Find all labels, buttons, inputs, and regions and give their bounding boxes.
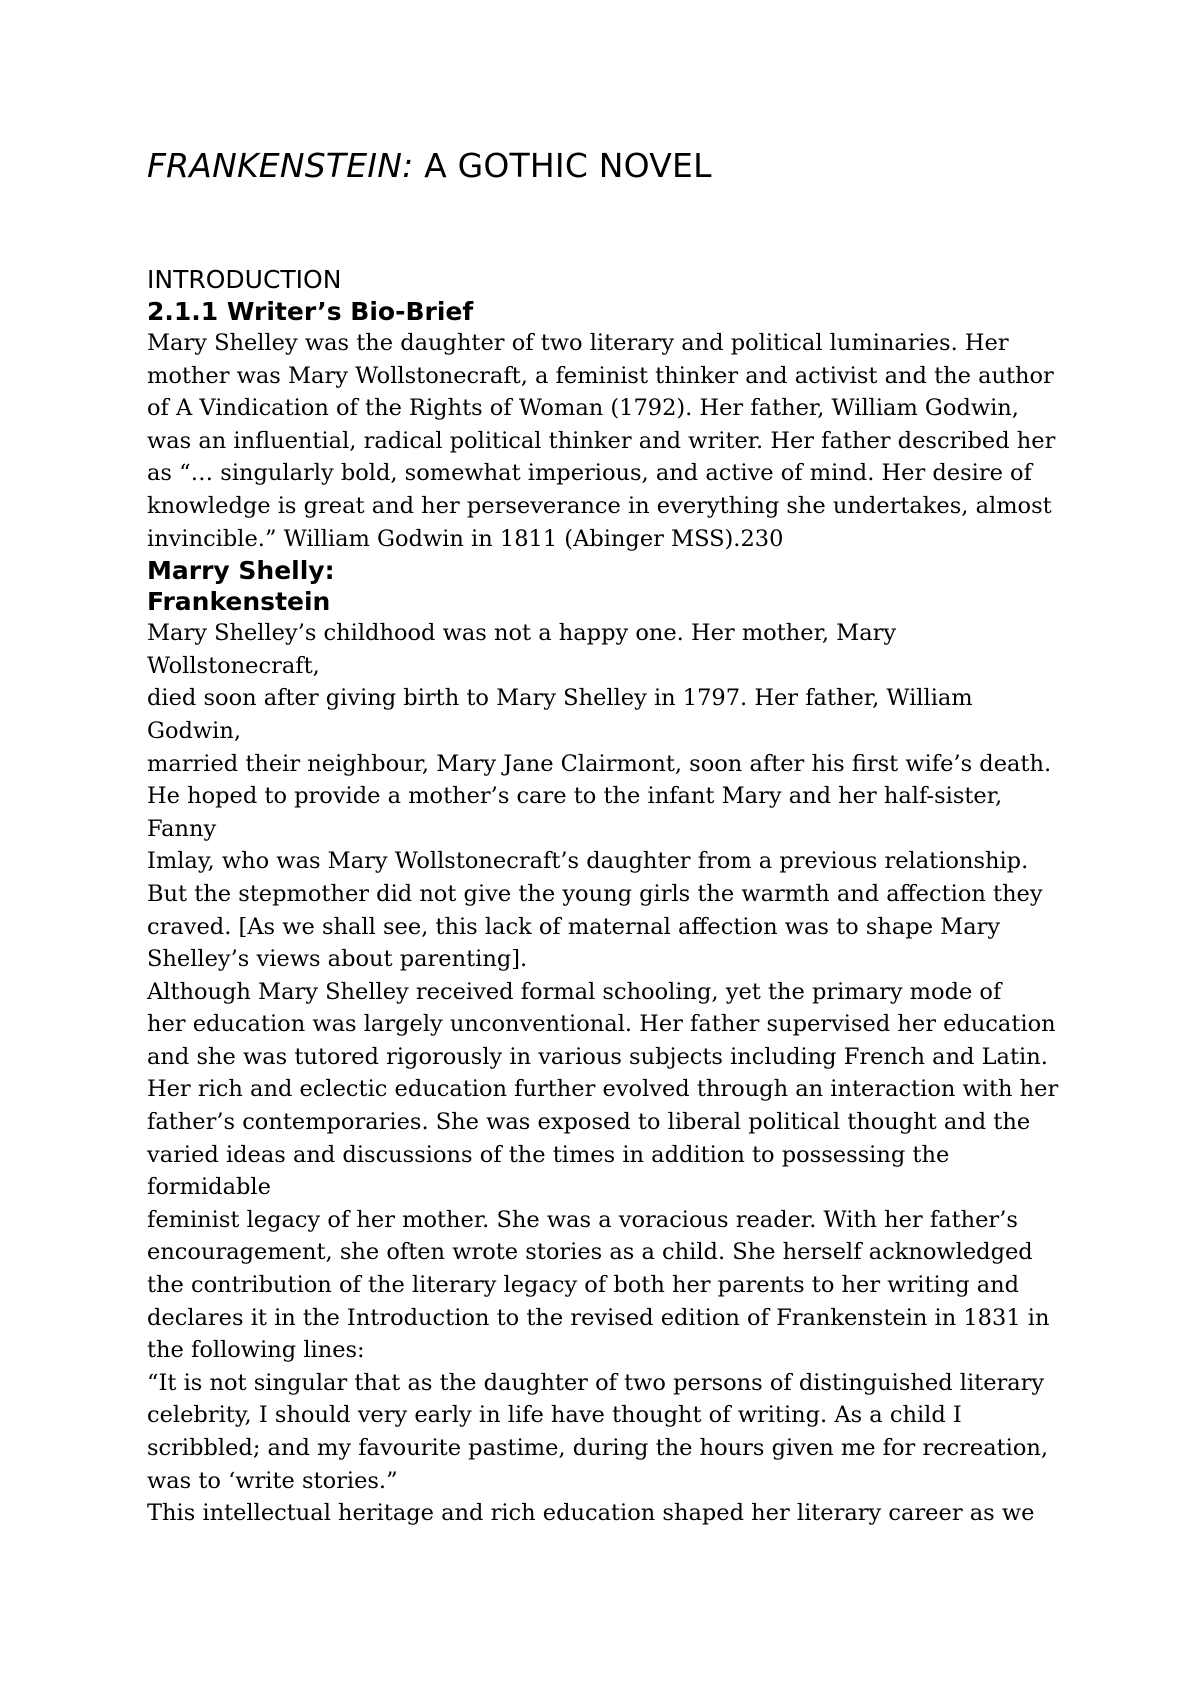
body-line: formidable xyxy=(147,1174,271,1201)
introduction-heading: INTRODUCTION xyxy=(147,265,342,294)
body-line: declares it in the Introduction to the revised edition of Frankenstein in 1831 in xyxy=(147,1304,1050,1331)
bio-line: was an influential, radical political thinker and writer. Her father described her xyxy=(147,427,1056,454)
body-line: Fanny xyxy=(147,815,217,842)
title-rest: A GOTHIC NOVEL xyxy=(413,146,712,185)
body-line: scribbled; and my favourite pastime, during the hours given me for recreation, xyxy=(147,1435,1049,1461)
body-line: “It is not singular that as the daughter of two persons of distinguished literary xyxy=(147,1369,1045,1396)
body-line: the contribution of the literary legacy of both her parents to her writing and xyxy=(147,1272,1020,1299)
body-line: encouragement, she often wrote stories as a child. She herself acknowledged xyxy=(147,1239,1033,1266)
body-line: This intellectual heritage and rich education shaped her literary career as we xyxy=(147,1500,1035,1527)
body-line: Shelley’s views about parenting]. xyxy=(147,946,528,973)
body-text xyxy=(147,617,1067,1530)
body-line: married their neighbour, Mary Jane Clairmont, soon after his first wife’s death. xyxy=(147,750,1052,777)
bio-line: invincible.” William Godwin in 1811 (Abinger MSS).230 xyxy=(147,525,784,552)
bio-line: knowledge is great and her perseverance in everything she undertakes, almost xyxy=(147,492,1052,519)
section-heading: 2.1.1 Writer’s Bio-Brief xyxy=(147,297,474,326)
body-line: was to ‘write stories.” xyxy=(147,1467,398,1494)
bio-line: as “… singularly bold, somewhat imperious, and active of mind. Her desire of xyxy=(147,460,1032,487)
subheading xyxy=(147,555,1067,617)
body-line: Godwin, xyxy=(147,717,242,744)
body-line: the following lines: xyxy=(147,1337,365,1364)
body-line: feminist legacy of her mother. She was a voracious reader. With her father’s xyxy=(147,1206,1018,1233)
subheading-line: Marry Shelly: xyxy=(147,556,335,586)
body-line: varied ideas and discussions of the times in addition to possessing the xyxy=(147,1141,950,1168)
body-line: He hoped to provide a mother’s care to the infant Mary and her half-sister, xyxy=(147,783,1003,810)
subheading-line: Frankenstein xyxy=(147,587,331,617)
body-line: her education was largely unconventional. Her father supervised her education xyxy=(147,1011,1056,1038)
body-line: father’s contemporaries. She was exposed to liberal political thought and the xyxy=(147,1109,1031,1136)
bio-line: Mary Shelley was the daughter of two literary and political luminaries. Her xyxy=(147,330,1009,356)
body-line: But the stepmother did not give the young girls the warmth and affection they xyxy=(147,880,1043,907)
bio-line: of A Vindication of the Rights of Woman (1792). Her father, William Godwin, xyxy=(147,395,1019,422)
bio-paragraph xyxy=(147,327,1067,555)
body-line: celebrity, I should very early in life have thought of writing. As a child I xyxy=(147,1402,962,1429)
bio-line: mother was Mary Wollstonecraft, a feminist thinker and activist and the author xyxy=(147,362,1054,389)
body-line: Her rich and eclectic education further evolved through an interaction with her xyxy=(147,1076,1059,1103)
body-line: Imlay, who was Mary Wollstonecraft’s daughter from a previous relationship. xyxy=(147,848,1029,875)
body-line: Mary Shelley’s childhood was not a happy one. Her mother, Mary xyxy=(147,620,897,647)
body-line: Wollstonecraft, xyxy=(147,652,320,679)
body-line: craved. [As we shall see, this lack of maternal affection was to shape Mary xyxy=(147,913,1001,940)
page-title xyxy=(147,140,1067,192)
title-italic-part: FRANKENSTEIN: xyxy=(147,146,414,185)
body-line: and she was tutored rigorously in various subjects including French and Latin. xyxy=(147,1043,1048,1070)
document-page xyxy=(147,140,1067,1530)
body-line: died soon after giving birth to Mary Shelley in 1797. Her father, William xyxy=(147,685,973,712)
body-line: Although Mary Shelley received formal schooling, yet the primary mode of xyxy=(147,978,1002,1005)
